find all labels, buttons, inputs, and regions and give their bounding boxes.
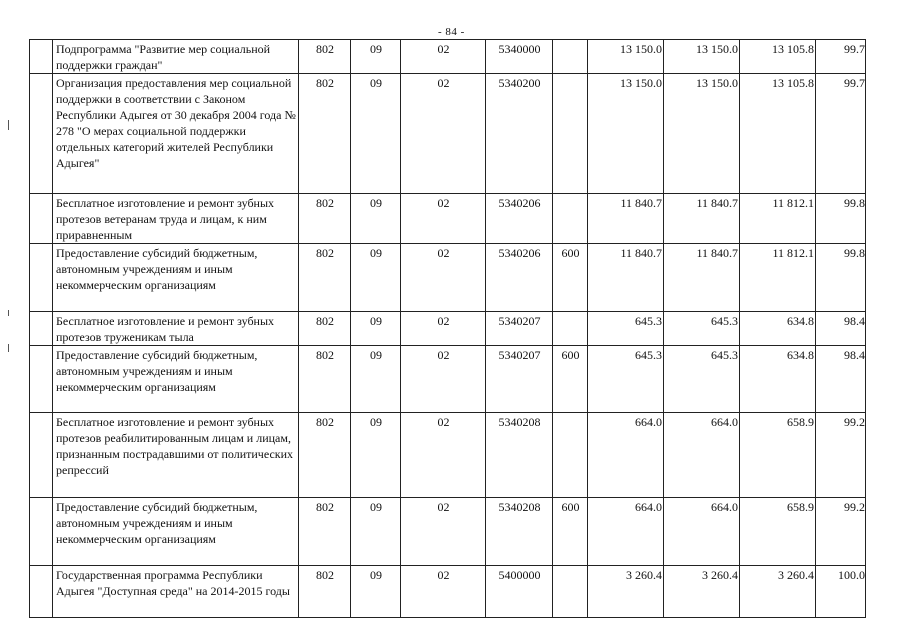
subsection-code: 02: [401, 346, 486, 413]
expense-type-code: [553, 413, 588, 498]
executed-amount: 11 812.1: [740, 244, 816, 312]
target-code: 5340207: [486, 346, 553, 413]
expense-type-code: [553, 312, 588, 346]
table-row: [30, 346, 866, 413]
item-name: Государственная программа Республики Адыгея "Доступная среда" на 2014-2015 годы: [53, 566, 299, 618]
row-marker-cell: [30, 346, 53, 413]
table-row: [30, 40, 866, 74]
ministry-code: 802: [299, 312, 351, 346]
ministry-code: 802: [299, 498, 351, 566]
plan-amount: 664.0: [588, 498, 664, 566]
section-code: 09: [351, 413, 401, 498]
executed-amount: 658.9: [740, 498, 816, 566]
target-code: 5340206: [486, 194, 553, 244]
item-name: Бесплатное изготовление и ремонт зубных протезов ветеранам труда и лицам, к ним приравненным: [53, 194, 299, 244]
executed-amount: 634.8: [740, 346, 816, 413]
target-code: 5400000: [486, 566, 553, 618]
subsection-code: 02: [401, 194, 486, 244]
plan-adjusted-amount: 3 260.4: [664, 566, 740, 618]
table-row: [30, 312, 866, 346]
subsection-code: 02: [401, 413, 486, 498]
plan-adjusted-amount: 11 840.7: [664, 244, 740, 312]
execution-percent: 99.2: [816, 413, 866, 498]
row-marker-cell: [30, 244, 53, 312]
executed-amount: 13 105.8: [740, 74, 816, 194]
plan-amount: 664.0: [588, 413, 664, 498]
section-code: 09: [351, 498, 401, 566]
plan-adjusted-amount: 645.3: [664, 312, 740, 346]
subsection-code: 02: [401, 74, 486, 194]
execution-percent: 100.0: [816, 566, 866, 618]
table-row: [30, 566, 866, 618]
ministry-code: 802: [299, 74, 351, 194]
row-marker-cell: [30, 413, 53, 498]
plan-amount: 11 840.7: [588, 194, 664, 244]
subsection-code: 02: [401, 40, 486, 74]
plan-adjusted-amount: 13 150.0: [664, 74, 740, 194]
target-code: 5340200: [486, 74, 553, 194]
scan-mark: [8, 344, 9, 352]
row-marker-cell: [30, 312, 53, 346]
section-code: 09: [351, 74, 401, 194]
executed-amount: 3 260.4: [740, 566, 816, 618]
execution-percent: 99.2: [816, 498, 866, 566]
execution-percent: 99.8: [816, 244, 866, 312]
row-marker-cell: [30, 74, 53, 194]
execution-percent: 98.4: [816, 312, 866, 346]
ministry-code: 802: [299, 346, 351, 413]
scan-mark: [8, 120, 9, 130]
ministry-code: 802: [299, 194, 351, 244]
table-row: [30, 194, 866, 244]
executed-amount: 634.8: [740, 312, 816, 346]
plan-adjusted-amount: 645.3: [664, 346, 740, 413]
item-name: Организация предоставления мер социальной поддержки в соответствии с Законом Республики Адыгея от 30 декабря 2004 года № 278 "О мерах социальной поддержки отдельных категорий жителей Республики Адыгея": [53, 74, 299, 194]
plan-amount: 645.3: [588, 346, 664, 413]
section-code: 09: [351, 194, 401, 244]
table-row: [30, 244, 866, 312]
execution-percent: 99.7: [816, 74, 866, 194]
executed-amount: 658.9: [740, 413, 816, 498]
section-code: 09: [351, 346, 401, 413]
row-marker-cell: [30, 566, 53, 618]
plan-amount: 645.3: [588, 312, 664, 346]
expense-type-code: 600: [553, 346, 588, 413]
ministry-code: 802: [299, 413, 351, 498]
expense-type-code: [553, 194, 588, 244]
target-code: 5340208: [486, 498, 553, 566]
table-row: [30, 498, 866, 566]
executed-amount: 13 105.8: [740, 40, 816, 74]
expense-type-code: 600: [553, 244, 588, 312]
subsection-code: 02: [401, 244, 486, 312]
table-row: [30, 74, 866, 194]
item-name: Предоставление субсидий бюджетным, автономным учреждениям и иным некоммерческим организациям: [53, 498, 299, 566]
page-number: - 84 -: [438, 26, 465, 38]
plan-amount: 11 840.7: [588, 244, 664, 312]
target-code: 5340208: [486, 413, 553, 498]
target-code: 5340206: [486, 244, 553, 312]
section-code: 09: [351, 40, 401, 74]
item-name: Бесплатное изготовление и ремонт зубных протезов труженикам тыла: [53, 312, 299, 346]
subsection-code: 02: [401, 498, 486, 566]
scan-mark: [8, 310, 9, 316]
plan-adjusted-amount: 664.0: [664, 498, 740, 566]
item-name: Бесплатное изготовление и ремонт зубных протезов реабилитированным лицам и лицам, признанным пострадавшими от политических репрессий: [53, 413, 299, 498]
section-code: 09: [351, 244, 401, 312]
subsection-code: 02: [401, 566, 486, 618]
target-code: 5340000: [486, 40, 553, 74]
plan-adjusted-amount: 664.0: [664, 413, 740, 498]
item-name: Предоставление субсидий бюджетным, автономным учреждениям и иным некоммерческим организациям: [53, 346, 299, 413]
ministry-code: 802: [299, 40, 351, 74]
expense-type-code: [553, 74, 588, 194]
execution-percent: 98.4: [816, 346, 866, 413]
expense-type-code: 600: [553, 498, 588, 566]
budget-table: [29, 39, 866, 618]
section-code: 09: [351, 566, 401, 618]
execution-percent: 99.7: [816, 40, 866, 74]
plan-adjusted-amount: 11 840.7: [664, 194, 740, 244]
row-marker-cell: [30, 194, 53, 244]
ministry-code: 802: [299, 566, 351, 618]
plan-adjusted-amount: 13 150.0: [664, 40, 740, 74]
item-name: Подпрограмма "Развитие мер социальной поддержки граждан": [53, 40, 299, 74]
row-marker-cell: [30, 498, 53, 566]
target-code: 5340207: [486, 312, 553, 346]
ministry-code: 802: [299, 244, 351, 312]
expense-type-code: [553, 40, 588, 74]
subsection-code: 02: [401, 312, 486, 346]
item-name: Предоставление субсидий бюджетным, автономным учреждениям и иным некоммерческим организациям: [53, 244, 299, 312]
section-code: 09: [351, 312, 401, 346]
plan-amount: 3 260.4: [588, 566, 664, 618]
row-marker-cell: [30, 40, 53, 74]
plan-amount: 13 150.0: [588, 40, 664, 74]
expense-type-code: [553, 566, 588, 618]
executed-amount: 11 812.1: [740, 194, 816, 244]
table-row: [30, 413, 866, 498]
plan-amount: 13 150.0: [588, 74, 664, 194]
execution-percent: 99.8: [816, 194, 866, 244]
